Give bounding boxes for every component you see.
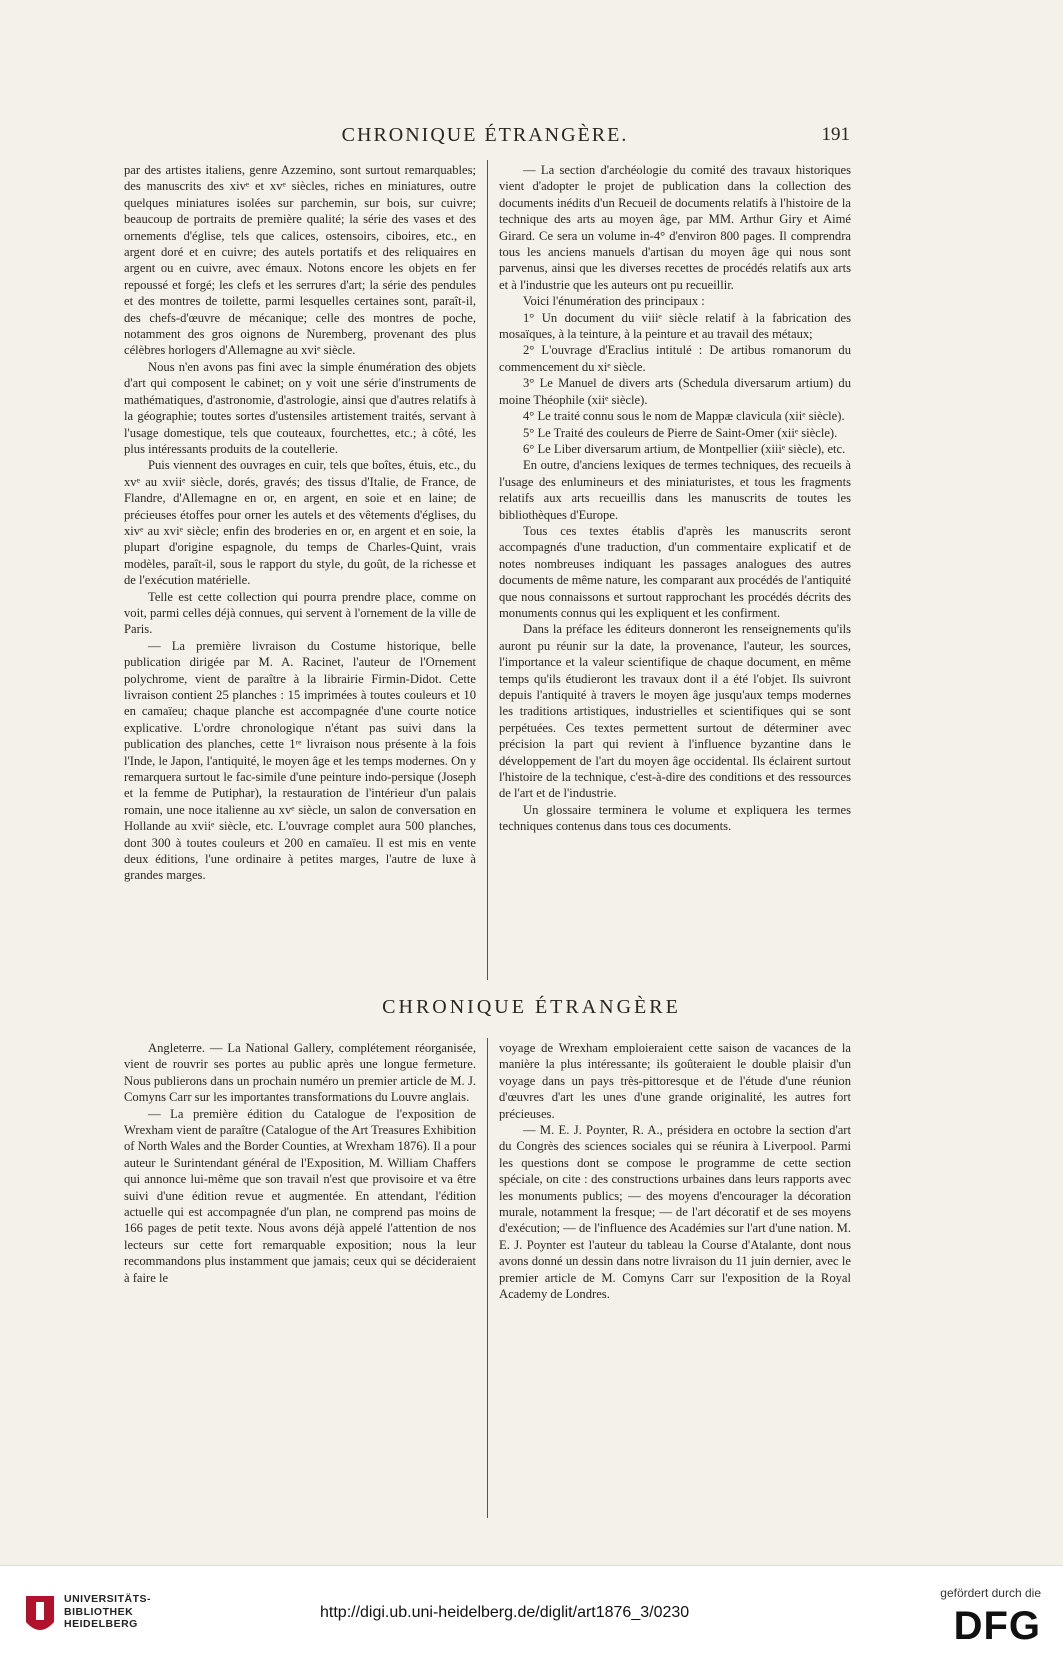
library-name-line: BIBLIOTHEK [64,1605,134,1618]
list-item: 4° Le traité connu sous le nom de Mappæ clavicula (xiiᵉ siècle). [523,409,845,424]
paragraph: — La première édition du Catalogue de l'exposition de Wrexham vient de paraître (Catalogue of the Art Treasures Exhibition of North Wales and the Border Counties, at Wrexham 1876). Il a pour auteur le Surintendant général de l'Exposition, M. William Chaffers qui annonce lui-même que son travail n'est que provisoire et va être suivi d'une édition revue et augmentée. En attendant, l'édition actuelle qui est accompagnée d'un plan, ne comprend pas moins de 166 pages de petit texte. Nous avons déjà appelé l'attention de nos lecteurs sur cette fort remarquable exposition; nous la leur recommandons plus instamment que jamais; ceux qui se décideraient à faire le [124,1106,476,1285]
bottom-left-column [124,1040,476,1286]
bottom-right-column [499,1040,851,1303]
top-left-column [124,162,476,884]
library-name-line: UNIVERSITÄTS- [64,1593,152,1605]
library-name-line: HEIDELBERG [64,1618,138,1630]
page-header [120,124,850,146]
column-divider [487,1038,488,1518]
permalink-url[interactable]: http://digi.ub.uni-heidelberg.de/diglit/art1876_3/0230 [320,1604,690,1621]
paragraph: Un glossaire terminera le volume et expliquera les termes techniques contenus dans tous ces documents. [499,802,851,834]
paragraph: Voici l'énumération des principaux : [523,294,705,309]
paragraph: Telle est cette collection qui pourra prendre place, comme on voit, parmi celles déjà connues, qui servent à l'ornement de la ville de Paris. [124,589,476,637]
list-item: 3° Le Manuel de divers arts (Schedula diversarum artium) du moine Théophile (xiiᵉ siècle). [499,376,851,407]
funding-label: gefördert durch die [940,1586,1041,1600]
column-divider [487,160,488,980]
paragraph: — La première livraison du Costume historique, belle publication dirigée par M. A. Racinet, l'auteur de l'Ornement polychrome, vient de paraître à la librairie Firmin-Didot. Cette livraison contient 25 planches : 15 imprimées à toutes couleurs et 10 en camaïeu; chaque planche est accompagnée d'une courte notice explicative. L'ordre chronologique n'étant pas suivi dans la publication des planches, cette 1ʳᵉ livraison nous présente à la fois l'Inde, le Japon, l'antiquité, le moyen âge et les temps modernes. On y remarquera surtout le fac-simile d'une peinture indo-persique (Joseph et la femme de Putiphar), la restauration de l'intérieur d'un palais romain, une noce italienne au xvᵉ siècle, un salon de conversation en Hollande au xviiᵉ siècle, etc. L'ouvrage complet aura 500 planches, dont 300 à toutes couleurs et 200 en camaïeu. Il est mis en vente deux éditions, l'une ordinaire à petites marges, l'autre de luxe à grandes marges. [124,638,476,883]
list-item: 6° Le Liber diversarum artium, de Montpellier (xiiiᵉ siècle), etc. [523,441,846,456]
list-item: 5° Le Traité des couleurs de Pierre de Saint-Omer (xiiᵉ siècle). [523,425,838,440]
paragraph: par des artistes italiens, genre Azzemino, sont surtout remarquables; des manuscrits des xivᵉ et xvᵉ siècles, riches en miniatures, outre quelques miniatures isolées sur parchemin, sur bois, sur cuivre; beaucoup de portraits de première qualité; la série des vases et des ornements d'église, tels que calices, ostensoirs, ciboires, etc., en argent doré et en cuivre; des autels portatifs et des reliquaires en argent ou en cuivre, avec émaux. Notons encore les objets en fer repoussé et forgé; les clefs et les serrures d'art; la série des pendules et des montres de toilette, parmi lesquelles certaines sont, paraît-il, des chefs-d'œuvre de mécanique; celle des montres de poche, notamment des gros oignons de Nuremberg, provenant des plus célèbres horlogers d'Allemagne au xviᵉ siècle. [124,163,476,358]
running-title: CHRONIQUE ÉTRANGÈRE. [341,124,629,146]
list-item: 1° Un document du viiiᵉ siècle relatif à la fabrication des mosaïques, à la teinture, à la peinture et au travail des métaux; [499,310,851,342]
digitization-footer [0,1565,1063,1662]
paragraph: Tous ces textes établis d'après les manuscrits seront accompagnés d'une traduction, d'un commentaire explicatif et de notes nombreuses indiquant les passages analogues des autres documents de même nature, les comparant aux procédés de l'antiquité que nous connaissons et surtout rapprochant les procédés décrits des monuments connus qui les expliquent et les confirment. [499,523,851,620]
paragraph: Angleterre. — La National Gallery, complétement réorganisée, vient de rouvrir ses portes au public après une longue fermeture. Nous publierons dans un prochain numéro un premier article de M. J. Comyns Carr sur les importantes transformations du Louvre anglais. [124,1041,476,1105]
paragraph: voyage de Wrexham emploieraient cette saison de vacances de la manière la plus intéressante; ils goûteraient le double plaisir d'un voyage dans un pays très-pittoresque et de l'étude d'une réunion d'œuvres d'art les unes d'une grande originalité, les autres fort précieuses. [499,1041,851,1121]
section-title: CHRONIQUE ÉTRANGÈRE [382,996,681,1018]
university-seal-icon [24,1592,56,1640]
paragraph: — M. E. J. Poynter, R. A., présidera en octobre la section d'art du Congrès des sciences sociales qui se réunira à Liverpool. Parmi les questions dont se compose le programme de cette section spéciale, on cite : des constructions urbaines dans leurs rapports avec les monuments publics; — des moyens d'encourager la décoration murale, notamment la fresque; — de l'art décoratif et de ses moyens d'exécution; — de l'influence des Académies sur l'art d'une nation. M. E. J. Poynter est l'auteur du tableau la Course d'Atalante, dont nous avons donné un dessin dans notre livraison du 11 juin dernier, avec le premier article de M. Comyns Carr sur l'exposition de la Royal Academy de Londres. [499,1123,851,1302]
dfg-logo[interactable]: DFG [953,1604,1041,1648]
paragraph: Dans la préface les éditeurs donneront les renseignements qu'ils auront pu réunir sur la date, la provenance, l'auteur, les sources, l'importance et la valeur scientifique de chaque document, en même temps qu'ils étudieront les travaux dont il a été l'objet. Ils suivront depuis l'antiquité à travers le moyen âge jusqu'aux temps modernes les traditions artistiques, industrielles et scientifiques qui se sont perpétuées. Ces textes permettent surtout de déterminer avec précision la part qui revient à l'influence byzantine dans le développement de l'art du moyen âge occidental. Ils éclairent surtout l'histoire de la technique, c'est-à-dire des conditions et des ressources de l'art et de l'industrie. [499,622,851,801]
paragraph: En outre, d'anciens lexiques de termes techniques, des recueils à l'usage des enlumineurs et des miniaturistes, et tous les fragments relatifs aux arts recueillis dans les manuscrits de toutes les bibliothèques d'Europe. [499,458,851,522]
paragraph: Nous n'en avons pas fini avec la simple énumération des objets d'art qui composent le cabinet; on y voit une série d'instruments de mathématiques, d'astronomie, d'astrologie, ainsi que d'autres relatifs à la géographie; toutes sortes d'ustensiles artistement traités, servant à l'usage domestique, tels que couteaux, fourchettes, etc.; à côté, les plus intéressants produits de la coutellerie. [124,359,476,456]
library-name[interactable] [64,1593,151,1631]
page-number: 191 [821,124,850,145]
paragraph: — La section d'archéologie du comité des travaux historiques vient d'adopter le projet de publication dans la collection des documents inédits d'un Recueil de documents relatifs à l'histoire de la technique des arts au moyen âge, par MM. Arthur Giry et Aimé Girard. Ce sera un volume in-4° d'environ 800 pages. Il comprendra tous les anciens manuels d'artisan du moyen âge qui nous sont parvenus, ainsi que les diverses recettes de procédés relatifs aux arts et à l'industrie que les auteurs ont pu recueillir. [499,163,851,292]
top-right-column [499,162,851,835]
list-item: 2° L'ouvrage d'Eraclius intitulé : De artibus romanorum du commencement du xiᵉ siècle. [499,343,851,374]
paragraph: Puis viennent des ouvrages en cuir, tels que boîtes, étuis, etc., du xvᵉ au xviiᵉ siècle, dorés, gravés; des tissus d'Italie, de France, de Flandre, d'Allemagne en or, en argent, en soie et en laine; de précieuses étoffes pour orner les autels et des vêtements d'églises, du xivᵉ au xviᵉ siècle; enfin des broderies en or, en argent et en soie, la plupart d'origine espagnole, du temps de Charles-Quint, vrais modèles, paraît-il, sous le rapport du style, du goût, de la richesse et de l'exécution matérielle. [124,458,476,588]
